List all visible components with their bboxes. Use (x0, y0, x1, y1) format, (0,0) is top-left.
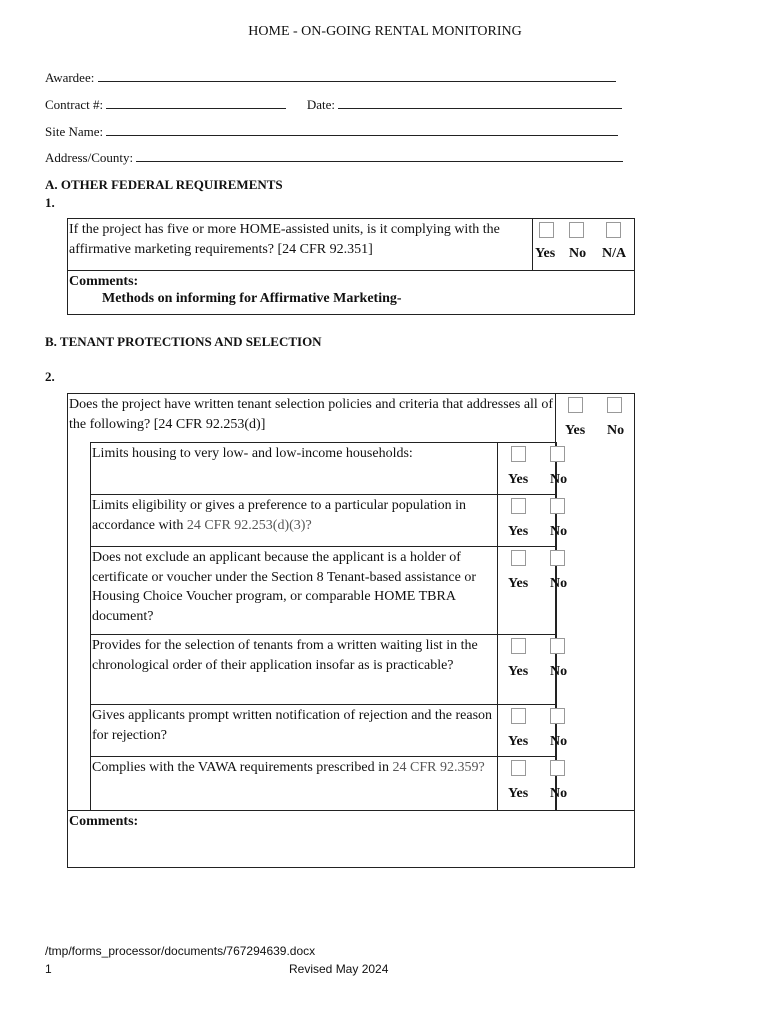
sub-2-no-label: No (550, 524, 568, 539)
q1-yes-label: Yes (535, 246, 556, 261)
question-1-text: If the project has five or more HOME-assisted units, is it complying with the affirmative marketing requirements? [24 CFR 92.351] (69, 222, 500, 257)
q2-no-label: No (607, 423, 625, 438)
footer-revised: Revised May 2024 (289, 962, 389, 976)
contract-label: Contract #: (45, 97, 104, 112)
address-row (45, 150, 623, 166)
page-title: HOME - ON-GOING RENTAL MONITORING (248, 24, 522, 39)
comments-text: Methods on informing for Affirmative Marketing- (102, 291, 402, 306)
sub-item-1-text: Limits housing to very low- and low-income households: (92, 446, 413, 461)
q1-yes-checkbox[interactable] (539, 222, 554, 238)
awardee-field[interactable] (98, 70, 616, 82)
date-field[interactable] (338, 97, 622, 109)
sub-5-no-label: No (550, 734, 568, 749)
comments-label: Comments: (69, 814, 139, 829)
question-2-text: Does the project have written tenant selection policies and criteria that addresses all of the following? [24 CFR 92.253(d)] (69, 397, 553, 432)
sub-item-1 (90, 442, 568, 495)
footer-path: /tmp/forms_processor/documents/767294639.docx (45, 944, 316, 958)
sub-item-5 (90, 704, 568, 757)
site-name-field[interactable] (106, 124, 618, 136)
q1-na-label: N/A (602, 246, 627, 261)
sub-item-2 (90, 494, 568, 547)
divider (497, 635, 498, 704)
divider (532, 219, 533, 270)
question-1-comments[interactable] (67, 270, 635, 315)
site-name-label: Site Name: (45, 124, 104, 139)
q2-yes-checkbox[interactable] (568, 397, 583, 413)
divider (497, 705, 498, 756)
date-label: Date: (306, 97, 336, 112)
sub-5-yes-checkbox[interactable] (511, 708, 526, 724)
comments-label: Comments: (69, 274, 139, 289)
contract-field[interactable] (106, 97, 286, 109)
sub-item-4-text: Provides for the selection of tenants from a written waiting list in the chronological order of their application insofar as is practicable? (92, 638, 478, 673)
q1-na-checkbox[interactable] (606, 222, 621, 238)
divider (497, 547, 498, 634)
q2-yes-label: Yes (565, 423, 586, 438)
sub-2-yes-checkbox[interactable] (511, 498, 526, 514)
sub-6-no-label: No (550, 786, 568, 801)
sub-item-6 (90, 756, 568, 811)
section-a-heading: A. OTHER FEDERAL REQUIREMENTS (45, 177, 283, 192)
sub-item-2-reference: 24 CFR 92.253(d)(3)? (186, 517, 312, 533)
sub-3-yes-label: Yes (508, 576, 529, 591)
question-2-box (67, 393, 635, 811)
sub-4-no-checkbox[interactable] (550, 638, 565, 654)
sub-2-yes-label: Yes (508, 524, 529, 539)
section-b-heading: B. TENANT PROTECTIONS AND SELECTION (45, 334, 322, 349)
sub-1-yes-checkbox[interactable] (511, 446, 526, 462)
q1-no-checkbox[interactable] (569, 222, 584, 238)
sub-3-no-checkbox[interactable] (550, 550, 565, 566)
sub-item-3 (90, 546, 568, 635)
sub-2-no-checkbox[interactable] (550, 498, 565, 514)
site-name-row (45, 124, 618, 140)
sub-6-no-checkbox[interactable] (550, 760, 565, 776)
q2-no-checkbox[interactable] (607, 397, 622, 413)
sub-4-yes-label: Yes (508, 664, 529, 679)
sub-item-6-text (92, 758, 496, 778)
sub-3-yes-checkbox[interactable] (511, 550, 526, 566)
sub-1-yes-label: Yes (508, 472, 529, 487)
address-field[interactable] (136, 150, 623, 162)
section-b-number: 2. (45, 369, 55, 384)
sub-4-no-label: No (550, 664, 568, 679)
address-label: Address/County: (45, 150, 134, 165)
sub-4-yes-checkbox[interactable] (511, 638, 526, 654)
sub-1-no-label: No (550, 472, 568, 487)
sub-5-yes-label: Yes (508, 734, 529, 749)
sub-item-5-text: Gives applicants prompt written notification of rejection and the reason for rejection? (92, 708, 493, 743)
sub-item-6-body: Complies with the VAWA requirements prescribed in (92, 760, 393, 775)
sub-6-yes-checkbox[interactable] (511, 760, 526, 776)
divider (497, 443, 498, 494)
divider (497, 757, 498, 810)
sub-1-no-checkbox[interactable] (550, 446, 565, 462)
sub-5-no-checkbox[interactable] (550, 708, 565, 724)
question-1-box (67, 218, 635, 271)
footer-page-number: 1 (45, 962, 52, 976)
awardee-row (45, 70, 616, 86)
sub-item-4 (90, 634, 568, 705)
sub-item-2-text (92, 496, 496, 535)
q1-no-label: No (569, 246, 587, 261)
divider (497, 495, 498, 546)
sub-3-no-label: No (550, 576, 568, 591)
sub-6-yes-label: Yes (508, 786, 529, 801)
question-2-comments[interactable] (67, 810, 635, 868)
sub-item-2-body: Limits eligibility or gives a preference to a particular population in accordance with (92, 498, 466, 533)
sub-item-6-reference: 24 CFR 92.359? (392, 760, 485, 775)
section-a-number: 1. (45, 195, 55, 210)
contract-date-row (45, 97, 622, 113)
sub-item-3-text: Does not exclude an applicant because the applicant is a holder of certificate or voucher under the Section 8 Tenant-based assistance or Housing Choice Voucher program, or comparable HOME TBRA document? (92, 550, 476, 624)
awardee-label: Awardee: (45, 70, 95, 85)
